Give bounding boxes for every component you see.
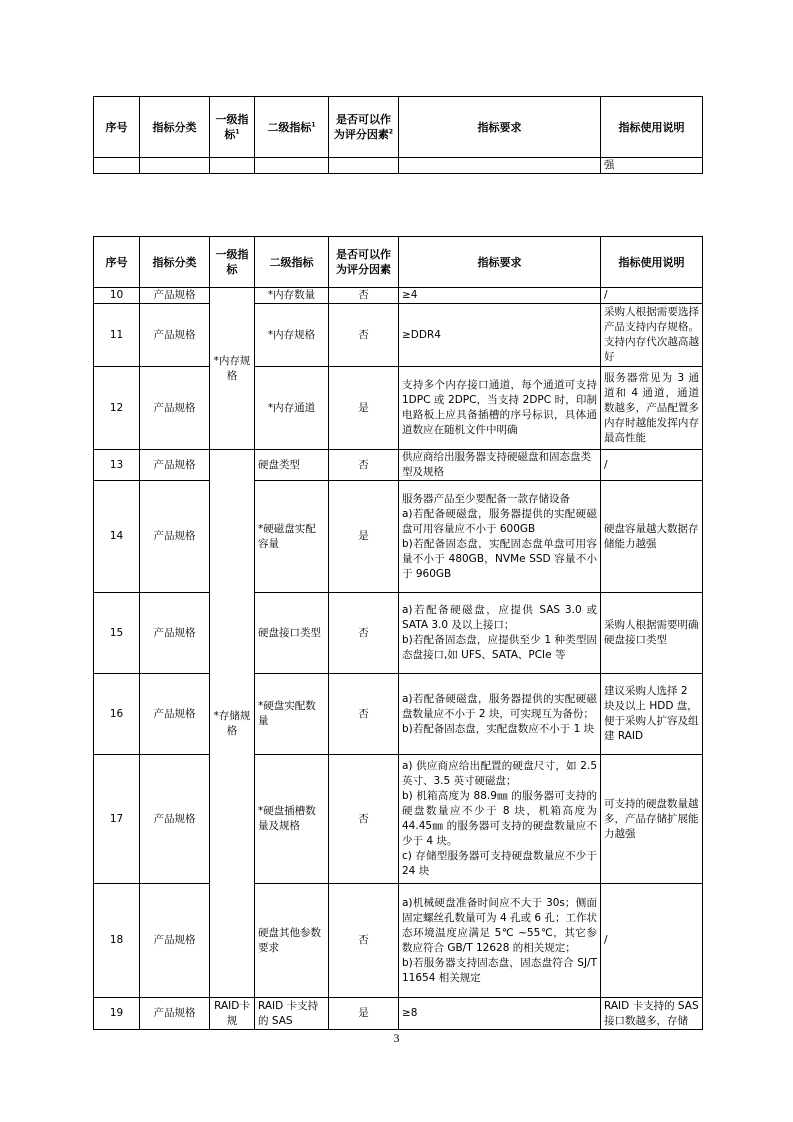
- cell-category: 产品规格: [140, 367, 210, 450]
- cell-requirement: a)若配备硬磁盘，服务器提供的实配硬磁盘数量应不小于 2 块，可实现互为备份； b)若配备固态盘，实配盘数应不小于 1 块: [399, 674, 601, 755]
- table-row: [94, 674, 703, 755]
- cell-category: 产品规格: [140, 998, 210, 1030]
- table-row: [94, 481, 703, 593]
- cell-category: 产品规格: [140, 304, 210, 367]
- cell-category: 产品规格: [140, 884, 210, 998]
- cell-scoring: 否: [329, 450, 399, 481]
- cell-seq: 10: [94, 288, 140, 304]
- cell-level2: RAID 卡支持的 SAS: [255, 998, 329, 1030]
- cell-usage: /: [601, 450, 703, 481]
- cell-scoring: 是: [329, 998, 399, 1030]
- cell-scoring: 否: [329, 674, 399, 755]
- cell-usage: 建议采购人选择 2 块及以上 HDD 盘，便于采购人扩容及组建 RAID: [601, 674, 703, 755]
- spec-table: [93, 236, 703, 1030]
- table-header-row: [94, 97, 703, 158]
- cell-seq: 16: [94, 674, 140, 755]
- cell-level1-memory: *内存规格: [210, 288, 255, 450]
- header-requirement: 指标要求: [399, 97, 601, 158]
- cell-requirement: a)若配备硬磁盘，应提供 SAS 3.0 或 SATA 3.0 及以上接口； b)若配备固态盘，应提供至少 1 种类型固态盘接口,如 UFS、SATA、PCIe 等: [399, 593, 601, 674]
- table-row: [94, 593, 703, 674]
- cell-scoring: 否: [329, 755, 399, 884]
- cell-seq: 12: [94, 367, 140, 450]
- cell-level2: 硬盘其他参数要求: [255, 884, 329, 998]
- cell-requirement: ≥8: [399, 998, 601, 1030]
- cell-usage: /: [601, 884, 703, 998]
- spec-table-continued: [93, 96, 703, 174]
- table-row: [94, 450, 703, 481]
- cell-usage: 服务器常见为 3 通道和 4 通道，通道数越多，产品配置多内存时越能发挥内存最高性能: [601, 367, 703, 450]
- table-row: [94, 884, 703, 998]
- header-category: 指标分类: [140, 97, 210, 158]
- table-row: [94, 288, 703, 304]
- cell-scoring: 否: [329, 593, 399, 674]
- header-usage: 指标使用说明: [601, 97, 703, 158]
- cell-category: 产品规格: [140, 674, 210, 755]
- header-scoring: 是否可以作为评分因素$^2$: [329, 97, 399, 158]
- cell-category: 产品规格: [140, 481, 210, 593]
- cell-usage: 采购人根据需要选择产品支持内存规格。支持内存代次越高越好: [601, 304, 703, 367]
- cell-level2: 硬盘接口类型: [255, 593, 329, 674]
- usage-continuation: 强: [601, 158, 703, 174]
- cell-seq: 13: [94, 450, 140, 481]
- cell-requirement: 供应商给出服务器支持硬磁盘和固态盘类型及规格: [399, 450, 601, 481]
- cell-scoring: 否: [329, 288, 399, 304]
- cell-level2: 硬盘类型: [255, 450, 329, 481]
- cell-requirement: 服务器产品至少要配备一款存储设备 a)若配备硬磁盘，服务器提供的实配硬磁盘可用容量应不小于 600GB b)若配备固态盘，实配固态盘单盘可用容量不小于 480GB，NVMe SSD 容量不小于 960GB: [399, 481, 601, 593]
- cell-scoring: 是: [329, 367, 399, 450]
- cell-usage: /: [601, 288, 703, 304]
- cell-requirement: ≥4: [399, 288, 601, 304]
- cell-usage: RAID 卡支持的 SAS 接口数越多，存储: [601, 998, 703, 1030]
- cell-seq: 19: [94, 998, 140, 1030]
- header-level2: 二级指标$^1$: [255, 97, 329, 158]
- cell-level2: *内存规格: [255, 304, 329, 367]
- table-row: [94, 998, 703, 1030]
- cell-usage: 硬盘容量越大数据存储能力越强: [601, 481, 703, 593]
- header-level1: 一级指标: [210, 237, 255, 288]
- header-category: 指标分类: [140, 237, 210, 288]
- cell-requirement: a) 供应商应给出配置的硬盘尺寸，如 2.5 英寸、3.5 英寸硬磁盘； b) 机箱高度为 88.9㎜ 的服务器可支持的硬盘数量应不少于 8 块，机箱高度为 44.45㎜ 的服务器可支持的硬盘数量应不少于 4 块。 c) 存储型服务器可支持硬盘数量应不少于 24 块: [399, 755, 601, 884]
- cell-level2: *内存数量: [255, 288, 329, 304]
- cell-seq: 11: [94, 304, 140, 367]
- cell-level2: *硬盘实配数量: [255, 674, 329, 755]
- cell-level2: *硬磁盘实配容量: [255, 481, 329, 593]
- cell-usage: 可支持的硬盘数量越多，产品存储扩展能力越强: [601, 755, 703, 884]
- cell-seq: 15: [94, 593, 140, 674]
- cell-category: 产品规格: [140, 755, 210, 884]
- cell-scoring: 是: [329, 481, 399, 593]
- table-row: [94, 304, 703, 367]
- header-scoring: 是否可以作为评分因素: [329, 237, 399, 288]
- cell-requirement: 支持多个内存接口通道，每个通道可支持 1DPC 或 2DPC，当支持 2DPC 时，印制电路板上应具备插槽的序号标识，具体通道数应在随机文件中明确: [399, 367, 601, 450]
- cell-category: 产品规格: [140, 593, 210, 674]
- page-number: 3: [393, 1031, 400, 1045]
- cell-category: 产品规格: [140, 450, 210, 481]
- cell-level1-storage: *存储规格: [210, 450, 255, 998]
- header-seq: 序号: [94, 237, 140, 288]
- cell-requirement: ≥DDR4: [399, 304, 601, 367]
- cell-level2: *内存通道: [255, 367, 329, 450]
- header-usage: 指标使用说明: [601, 237, 703, 288]
- header-level1: 一级指标$^1$: [210, 97, 255, 158]
- cell-level2: *硬盘插槽数量及规格: [255, 755, 329, 884]
- cell-seq: 18: [94, 884, 140, 998]
- table-header-row: [94, 237, 703, 288]
- cell-usage: 采购人根据需要明确硬盘接口类型: [601, 593, 703, 674]
- cell-seq: 14: [94, 481, 140, 593]
- cell-category: 产品规格: [140, 288, 210, 304]
- cell-requirement: a)机械硬盘准备时间应不大于 30s；侧面固定螺丝孔数量可为 4 孔或 6 孔；工作状态环境温度应满足 5℃ ~55℃，其它参数应符合 GB/T 12628 的相关规定； b)若服务器支持固态盘，固态盘符合 SJ/T 11654 相关规定: [399, 884, 601, 998]
- cell-scoring: 否: [329, 884, 399, 998]
- table-row: [94, 367, 703, 450]
- cell-seq: 17: [94, 755, 140, 884]
- header-level2: 二级指标: [255, 237, 329, 288]
- header-requirement: 指标要求: [399, 237, 601, 288]
- table-row: [94, 158, 703, 174]
- table-row: [94, 755, 703, 884]
- cell-level1-raid: RAID卡规: [210, 998, 255, 1030]
- cell-scoring: 否: [329, 304, 399, 367]
- header-seq: 序号: [94, 97, 140, 158]
